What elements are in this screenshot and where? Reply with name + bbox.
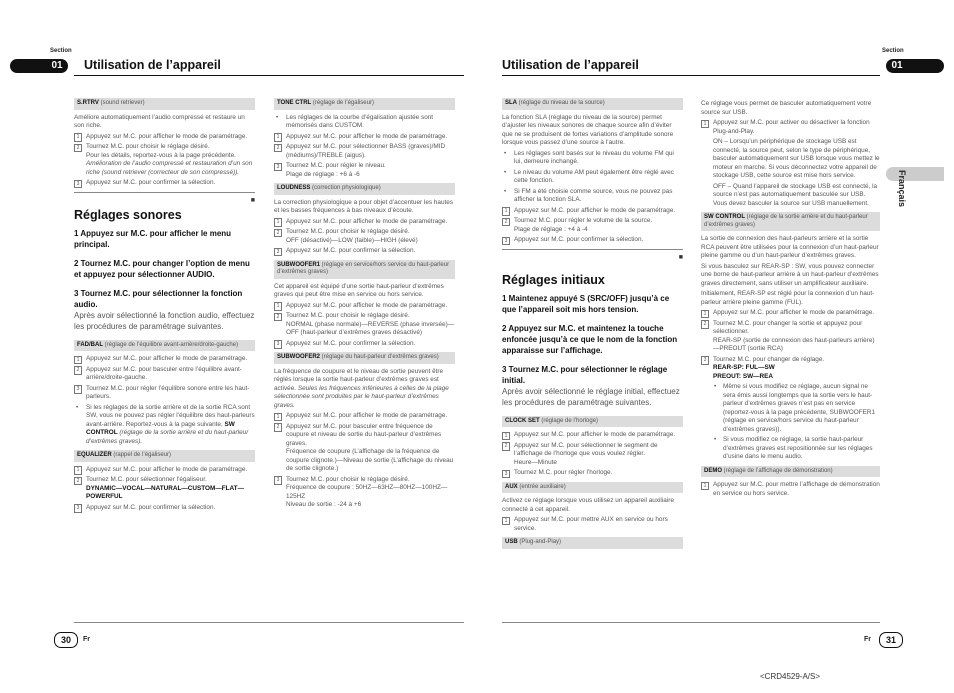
initiaux-step-3-desc: Après avoir sélectionné le réglage initial, effectuez les procédures de paramétrage suivantes.	[502, 386, 680, 407]
subwoofer1-step-3: 3 Appuyez sur M.C. pour confirmer la sélection.	[274, 340, 455, 349]
tone-step-2: 2 Appuyez sur M.C. pour sélectionner BASS (graves)/MID (médiums)/TREBLE (aigus).	[274, 143, 455, 160]
sw-control-note-2: • Si vous modifiez ce réglage, la sortie haut-parleur d’extrêmes graves est repositionnée sur les réglages d’usine dans le menu audio.	[701, 436, 880, 462]
page-header-right: Utilisation de l’appareil	[502, 58, 639, 72]
sw-control-step-1: 1 Appuyez sur M.C. pour afficher le mode de paramétrage.	[701, 309, 880, 318]
equalizer-step-1: 1 Appuyez sur M.C. pour afficher le mode de paramétrage.	[74, 466, 255, 475]
srtrv-step-3: 3 Appuyez sur M.C. pour confirmer la sélection.	[74, 179, 255, 188]
page-header-left: Utilisation de l’appareil	[84, 58, 221, 72]
equalizer-step-3: 3 Appuyez sur M.C. pour confirmer la sélection.	[74, 504, 255, 513]
end-mark-icon: ■	[250, 196, 255, 204]
sla-step-2: 2 Tournez M.C. pour régler le volume de la source. Plage de réglage : +4 à -4	[502, 217, 683, 234]
loudness-desc: La correction physiologique a pour objet d’accentuer les hautes et les basses fréquences à bas niveaux d’écoute.	[274, 198, 454, 214]
sla-step-3: 3 Appuyez sur M.C. pour confirmer la sélection.	[502, 236, 683, 245]
end-mark-icon: ■	[678, 253, 683, 261]
column-1	[74, 98, 255, 514]
srtrv-step-2: 2 Tournez M.C. pour choisir le réglage désiré. Pour les détails, reportez-vous à la page précédente. Amélioration de l’audio compressé et restauration d’un son riche (sound retriever (correcteur de son compressé)).	[74, 143, 255, 177]
tone-heading: TONE CTRL (réglage de l’égaliseur)	[274, 98, 455, 110]
language-tab	[886, 167, 944, 181]
usb-off-desc: OFF – Quand l’appareil de stockage USB est connecté, la source n’est pas automatiquement basculée sur USB. Vous devez basculer la source sur USB manuellement.	[713, 182, 878, 207]
document-code: <CRD4529-A/S>	[760, 672, 821, 681]
sonores-step-1: 1 Appuyez sur M.C. pour afficher le menu principal.	[74, 228, 232, 249]
initiaux-step-2: 2 Appuyez sur M.C. et maintenez la touche enfoncée jusqu’à ce que le nom de la fonction apparaisse sur l’affichage.	[502, 323, 678, 355]
column-2	[274, 98, 455, 512]
sw-control-desc-3: Initialement, REAR-SP est réglé pour la connexion d’un haut-parleur arrière pleine gamme (FUL).	[701, 290, 875, 306]
sla-desc: La fonction SLA (réglage du niveau de la source) permet d’ajuster les niveaux sonores de chaque source afin d’éviter que ne se produisent de fortes variations d’amplitude sonore lorsque vous passez d’une source à l’autre.	[502, 113, 674, 146]
footer-rule-left	[74, 622, 464, 623]
subwoofer2-heading: SUBWOOFER2 (réglage du haut-parleur d’extrêmes graves)	[274, 352, 455, 364]
initiaux-step-3: 3 Tournez M.C. pour sélectionner le réglage initial.	[502, 364, 668, 385]
loudness-heading: LOUDNESS (correction physiologique)	[274, 183, 455, 195]
fadbal-step-2: 2 Appuyez sur M.C. pour basculer entre l’équilibre avant-arrière/droite-gauche.	[74, 366, 255, 383]
sonores-step-3-desc: Après avoir sélectionné la fonction audio, effectuez les procédures de paramétrage suivantes.	[74, 310, 255, 331]
subwoofer2-step-2: 2 Appuyez sur M.C. pour basculer entre fréquence de coupure et niveau de sortie du haut-parleur d’extrêmes graves. Fréquence de coupure (L’affichage de la fréquence de coupure clignote.)—Niveau de sortie (L’affichage du niveau de sortie clignote.)	[274, 423, 455, 474]
section-label-left: Section	[50, 48, 72, 54]
sw-control-desc-1: La sortie de connexion des haut-parleurs arrière et la sortie RCA peuvent être utilisées pour la connexion d’un haut-parleur pleine gamme ou d’un haut-parleur d’extrêmes graves.	[701, 235, 879, 259]
sla-heading: SLA (réglage du niveau de la source)	[502, 98, 683, 110]
subwoofer1-step-1: 1 Appuyez sur M.C. pour afficher le mode de paramétrage.	[274, 302, 455, 311]
rule	[502, 249, 683, 250]
clock-step-2: 2 Appuyez sur M.C. pour sélectionner le segment de l’affichage de l’horloge que vous voulez régler. Heure—Minute	[502, 442, 683, 468]
sla-step-1: 1 Appuyez sur M.C. pour afficher le mode de paramétrage.	[502, 207, 683, 216]
language-tab-label: Français	[897, 170, 907, 208]
loudness-step-2: 2 Tournez M.C. pour choisir le réglage désiré. OFF (désactivé)—LOW (faible)—HIGH (élevé)	[274, 228, 455, 245]
sw-control-step-2: 2 Tournez M.C. pour changer la sortie et appuyez pour sélectionner. REAR-SP (sortie de connexion des haut-parleurs arrière)—PREOUT (sortie RCA)	[701, 320, 880, 354]
column-3	[502, 98, 683, 553]
reglages-sonores-title: Réglages sonores	[74, 208, 182, 222]
lang-code-right: Fr	[864, 636, 871, 643]
clock-step-3: 3 Tournez M.C. pour régler l’horloge.	[502, 469, 683, 478]
loudness-step-3: 3 Appuyez sur M.C. pour confirmer la sélection.	[274, 247, 455, 256]
equalizer-step-2: 2 Tournez M.C. pour sélectionner l’égaliseur. DYNAMIC—VOCAL—NATURAL—CUSTOM—FLAT—POWERFUL	[74, 476, 255, 502]
section-number-left: 01	[51, 60, 63, 71]
section-number-right: 01	[891, 60, 903, 71]
aux-heading: AUX (entrée auxiliaire)	[502, 482, 683, 494]
rule	[74, 192, 255, 193]
tone-step-1: 1 Appuyez sur M.C. pour afficher le mode de paramétrage.	[274, 133, 455, 142]
srtrv-desc: Améliore automatiquement l’audio compressé et restaure un son riche.	[74, 113, 245, 129]
subwoofer2-step-1: 1 Appuyez sur M.C. pour afficher le mode de paramétrage.	[274, 412, 455, 421]
page-number-right: 31	[879, 632, 903, 648]
subwoofer1-desc: Cet appareil est équipé d’une sortie haut-parleur d’extrêmes graves qui peut être mise en service ou hors service.	[274, 282, 444, 298]
demo-step-1: 1 Appuyez sur M.C. pour mettre l’affichage de démonstration en service ou hors service.	[701, 481, 880, 498]
clock-heading: CLOCK SET (réglage de l’horloge)	[502, 416, 683, 428]
initiaux-step-1: 1 Maintenez appuyé S (SRC/OFF) jusqu’à ce que l’appareil soit mis hors tension.	[502, 293, 670, 314]
usb-desc: Ce réglage vous permet de basculer automatiquement votre source sur USB.	[701, 100, 872, 116]
lang-code-left: Fr	[83, 636, 90, 643]
fadbal-step-1: 1 Appuyez sur M.C. pour afficher le mode de paramétrage.	[74, 355, 255, 364]
sla-note-1: • Les réglages sont basés sur le niveau du volume FM qui lui, demeure inchangé.	[502, 150, 683, 167]
tone-step-3: 3 Tournez M.C. pour régler le niveau. Plage de réglage : +6 à -6	[274, 162, 455, 179]
tone-note: • Les réglages de la courbe d’égalisation ajustée sont mémorisés dans CUSTOM.	[274, 114, 455, 131]
clock-step-1: 1 Appuyez sur M.C. pour afficher le mode de paramétrage.	[502, 431, 683, 440]
header-rule-left	[74, 75, 464, 76]
fadbal-heading: FAD/BAL (réglage de l’équilibre avant-arrière/droite-gauche)	[74, 340, 255, 352]
usb-step-1: 1 Appuyez sur M.C. pour activer ou désactiver la fonction Plug-and-Play.	[701, 119, 880, 136]
subwoofer1-heading: SUBWOOFER1 (réglage en service/hors service du haut-parleur d’extrêmes graves)	[274, 260, 455, 279]
column-4	[701, 100, 880, 500]
fadbal-note: • Si les réglages de la sortie arrière et de la sortie RCA sont SW, vous ne pouvez pas régler l’équilibre des haut-parleurs avant-arrière. Reportez-vous à la page suivante, SW CONTROL (réglage de la sortie arrière et du haut-parleur d’extrêmes graves).	[74, 404, 255, 447]
page-number-left: 30	[54, 632, 78, 648]
sw-control-note-1: • Même si vous modifiez ce réglage, aucun signal ne sera émis aussi longtemps que la sortie vers le haut-parleur d’extrêmes graves n’est pas en service (reportez-vous à la page précédente, SUBWOOFER1 (réglage en service/hors service du haut-parleur d’extrêmes graves)).	[701, 383, 880, 434]
equalizer-heading: EQUALIZER (rappel de l’égaliseur)	[74, 450, 255, 462]
srtrv-step-1: 1 Appuyez sur M.C. pour afficher le mode de paramétrage.	[74, 133, 255, 142]
sla-note-3: • Si FM a été choisie comme source, vous ne pouvez pas afficher la fonction SLA.	[502, 188, 683, 205]
sla-note-2: • Le niveau du volume AM peut également être réglé avec cette fonction.	[502, 169, 683, 186]
aux-desc: Activez ce réglage lorsque vous utilisez un appareil auxiliaire connecté à cet appareil.	[502, 497, 674, 513]
reglages-initiaux-title: Réglages initiaux	[502, 273, 605, 287]
sw-control-desc-2: Si vous basculez sur REAR-SP : SW, vous pouvez connecter une borne de haut-parleur arrière à un haut-parleur d’extrêmes graves directement, sans utiliser un amplificateur auxiliaire.	[701, 262, 879, 287]
sonores-step-3: 3 Tournez M.C. pour sélectionner la fonction audio.	[74, 288, 243, 309]
subwoofer2-desc: La fréquence de coupure et le niveau de sortie peuvent être réglés lorsque la sortie haut-parleur d’extrêmes graves est activée. Seules les fréquences inférieures à celles de la plage sélectionnée sont produites par le haut-parleur d’extrêmes graves.	[274, 367, 449, 409]
subwoofer1-step-2: 2 Tournez M.C. pour choisir le réglage désiré. NORMAL (phase normale)—REVERSE (phase inversée)—OFF (haut-parleur d’extrêmes graves désactivé)	[274, 312, 455, 338]
loudness-step-1: 1 Appuyez sur M.C. pour afficher le mode de paramétrage.	[274, 218, 455, 227]
footer-rule-right	[502, 622, 880, 623]
usb-heading: USB (Plug-and-Play)	[502, 537, 683, 549]
sw-control-heading: SW CONTROL (réglage de la sortie arrière et du haut-parleur d’extrêmes graves)	[701, 212, 880, 231]
sw-control-step-3: 3 Tournez M.C. pour changer de réglage. REAR-SP: FUL—SW PREOUT: SW—REA	[701, 356, 880, 382]
demo-heading: DEMO (réglage de l’affichage de démonstration)	[701, 466, 880, 478]
sonores-step-2: 2 Tournez M.C. pour changer l’option de menu et appuyez pour sélectionner AUDIO.	[74, 258, 250, 279]
header-rule-right	[502, 75, 880, 76]
usb-on-desc: ON – Lorsqu’un périphérique de stockage USB est connecté, la source peut, selon le type de périphérique, basculer automatiquement sur USB lorsque vous mettez le moteur en marche. Si vous déconnectez votre appareil de stockage USB, cette source est mise hors service.	[713, 138, 880, 179]
aux-step-1: 1 Appuyez sur M.C. pour mettre AUX en service ou hors service.	[502, 516, 683, 533]
section-label-right: Section	[882, 48, 904, 54]
subwoofer2-step-3: 3 Tournez M.C. pour choisir le réglage désiré. Fréquence de coupure : 50HZ—63HZ—80HZ—100HZ—125HZ Niveau de sortie : -24 à +6	[274, 476, 455, 510]
srtrv-heading: S.RTRV (sound retriever)	[74, 98, 255, 110]
fadbal-step-3: 3 Tournez M.C. pour régler l’équilibre sonore entre les haut-parleurs.	[74, 385, 255, 402]
